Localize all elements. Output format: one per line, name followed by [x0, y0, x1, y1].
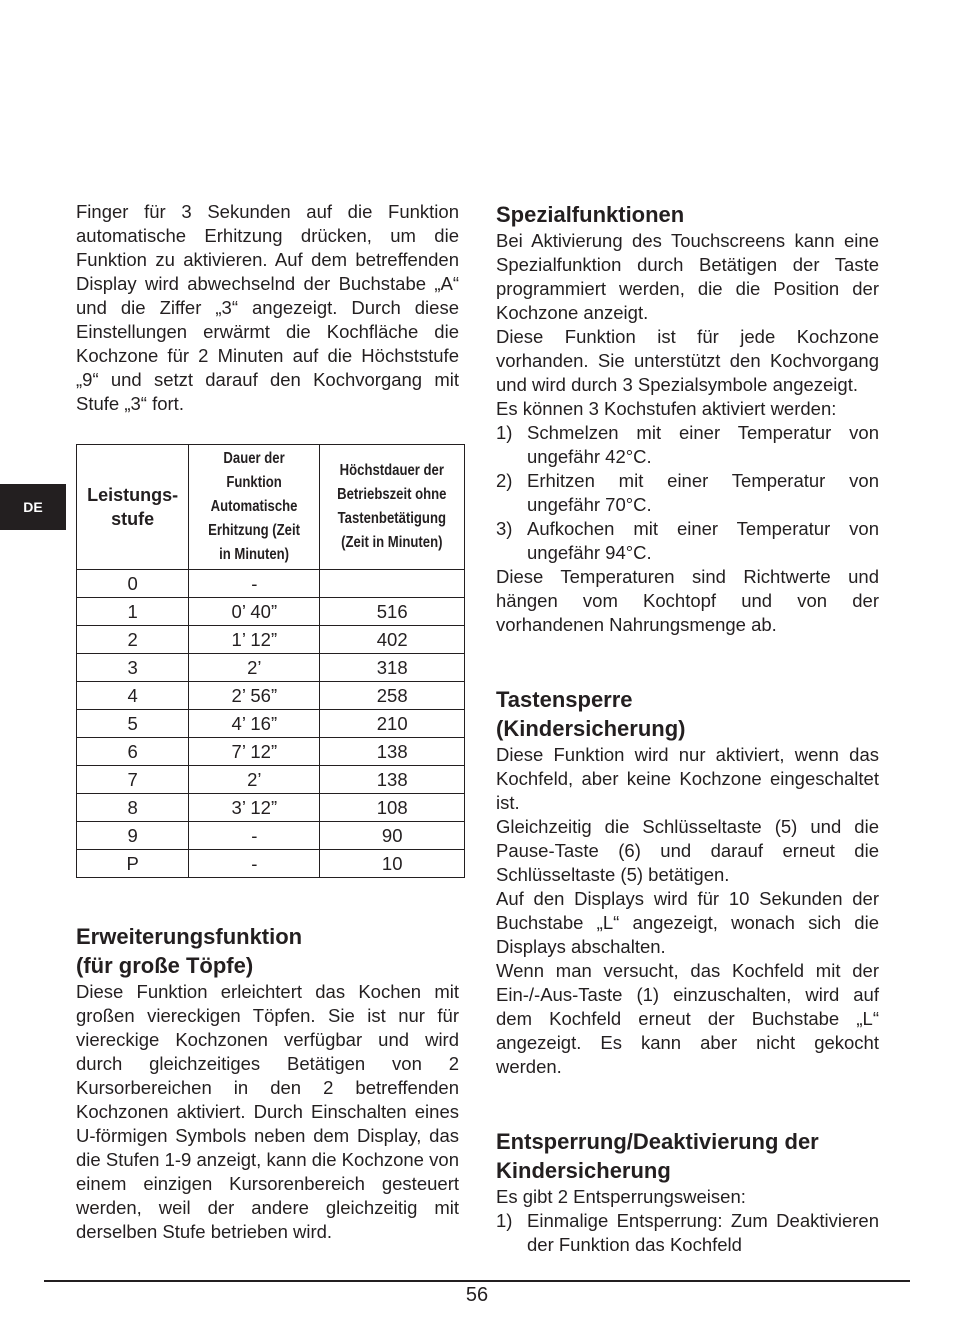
special-title: Spezialfunktionen — [496, 202, 685, 227]
list-item: 2) Erhitzen mit einer Temperatur von ungefähr 70°C. — [496, 470, 879, 515]
table-row: 7 2’ 138 — [77, 766, 465, 794]
table-row: 6 7’ 12” 138 — [77, 738, 465, 766]
power-level-table — [76, 444, 465, 878]
special-p3: Es können 3 Kochstufen aktiviert werden: — [496, 398, 837, 419]
unlock-p1: Es gibt 2 Entsperrungsweisen: — [496, 1186, 746, 1207]
special-list — [496, 421, 879, 565]
special-p2: Diese Funktion ist für jede Kochzone vorhanden. Sie unterstützt den Kochvorgang und wird durch 3 Spezialsymbole angezeigt. — [496, 326, 879, 395]
table-row: 0 - — [77, 570, 465, 598]
lock-p1: Diese Funktion wird nur aktiviert, wenn das Kochfeld, aber keine Kochzone eingeschaltet ist. — [496, 744, 879, 813]
list-item: 3) Aufkochen mit einer Temperatur von ungefähr 94°C. — [496, 518, 879, 563]
extension-section — [76, 922, 459, 1244]
page-number: 56 — [465, 1284, 489, 1306]
left-column — [76, 200, 459, 416]
table-header-max-time: Höchstdauer der Betriebszeit ohne Tastenbetätigung (Zeit in Minuten) — [320, 445, 465, 570]
special-p4: Diese Temperaturen sind Richtwerte und hängen vom Kochtopf und von der vorhandenen Nahrungsmenge ab. — [496, 566, 879, 635]
special-p1: Bei Aktivierung des Touchscreens kann eine Spezialfunktion durch Betätigen der Taste programmiert werden, die die Position der Kochzone anzeigt. — [496, 230, 879, 323]
language-tab: DE — [0, 484, 66, 530]
table-row: 3 2’ 318 — [77, 654, 465, 682]
footer-divider — [44, 1280, 910, 1282]
table-header-duration: Dauer der Funktion Automatische Erhitzung (Zeit in Minuten) — [189, 445, 320, 570]
table-row: 4 2’ 56” 258 — [77, 682, 465, 710]
extension-body: Diese Funktion erleichtert das Kochen mit großen viereckigen Töpfen. Sie ist nur für viereckige Kochzonen verfügbar und wird durch gleichzeitiges Betätigen von 2 Kursorbereichen in den 2 betreffenden Kochzonen aktiviert. Durch Einschalten eines U-förmigen Symbols neben dem Display, das die Stufen 1-9 anzeigt, kann die Kochzone von einem einzigen Kursorenbereich gesteuert werden, weil der andere gleichzeitig mit derselben Stufe betrieben wird. — [76, 981, 459, 1242]
lock-p3: Auf den Displays wird für 10 Sekunden der Buchstabe „L“ angezeigt, wonach sich die Displays abschalten. — [496, 888, 879, 957]
lock-p4: Wenn man versucht, das Kochfeld mit der Ein-/-Aus-Taste (1) einzuschalten, wird auf dem Kochfeld erneut der Buchstabe „L“ angezeigt. Es kann aber nicht gekocht werden. — [496, 960, 879, 1077]
extension-title: Erweiterungsfunktion (für große Töpfe) — [76, 924, 303, 978]
unlock-list — [496, 1209, 879, 1257]
table-row: 5 4’ 16” 210 — [77, 710, 465, 738]
table-row: 2 1’ 12” 402 — [77, 626, 465, 654]
lock-p2: Gleichzeitig die Schlüsseltaste (5) und die Pause-Taste (6) und darauf erneut die Schlüsseltaste (5) betätigen. — [496, 816, 879, 885]
lock-title: Tastensperre (Kindersicherung) — [496, 687, 686, 741]
unlock-title: Entsperrung/Deaktivierung der Kindersicherung — [496, 1129, 819, 1183]
intro-paragraph: Finger für 3 Sekunden auf die Funktion automatische Erhitzung drücken, um die Funktion zu aktivieren. Auf dem betreffenden Display wird abwechselnd der Buchstabe „A“ und die Ziffer „3“ angezeigt. Durch diese Einstellungen erwärmt die Kochfläche die Kochzone für 2 Minuten auf die Höchststufe „9“ und setzt darauf den Kochvorgang mit Stufe „3“ fort. — [76, 201, 459, 414]
table-row: P - 10 — [77, 850, 465, 878]
right-column — [496, 200, 879, 1257]
table-row: 8 3’ 12” 108 — [77, 794, 465, 822]
table-header-level: Leistungs-stufe — [77, 445, 189, 570]
list-item: 1) Schmelzen mit einer Temperatur von ungefähr 42°C. — [496, 422, 879, 467]
table-row: 1 0’ 40” 516 — [77, 598, 465, 626]
table-row: 9 - 90 — [77, 822, 465, 850]
list-item: 1) Einmalige Entsperrung: Zum Deaktivieren der Funktion das Kochfeld — [496, 1210, 879, 1255]
